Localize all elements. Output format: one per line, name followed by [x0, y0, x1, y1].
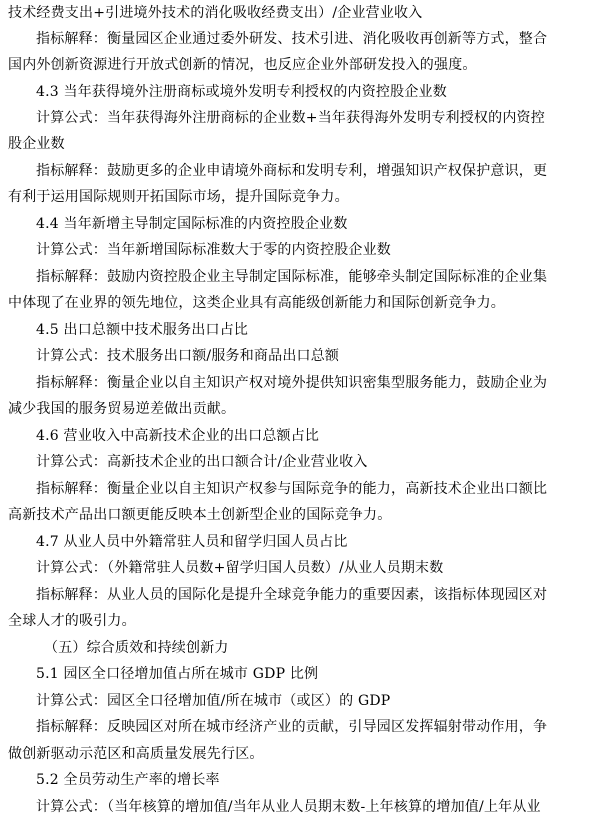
section-heading-4-7: 4.7 从业人员中外籍常驻人员和留学归国人员占比 — [36, 534, 348, 550]
section-heading-4-6: 4.6 营业收入中高新技术企业的出口总额占比 — [36, 428, 320, 444]
text-line-16: 减少我国的服务贸易逆差做出贡献。 — [8, 401, 236, 417]
text-line-15: 指标解释：衡量企业以自主知识产权对境外提供知识密集型服务能力，鼓励企业为 — [36, 375, 548, 391]
text-line-8: 有利于运用国际规则开拓国际市场，提升国际竞争力。 — [8, 189, 349, 205]
text-line-5: 计算公式：当年获得海外注册商标的企业数+当年获得海外发明专利授权的内资控 — [36, 110, 545, 126]
section-heading-5-2: 5.2 全员劳动生产率的增长率 — [36, 772, 220, 788]
text-line-3: 国内外创新资源进行开放式创新的情况，也反应企业外部研发投入的强度。 — [8, 57, 477, 73]
text-line-18: 计算公式：高新技术企业的出口额合计/企业营业收入 — [36, 454, 368, 470]
text-line-10: 计算公式：当年新增国际标准数大于零的内资控股企业数 — [36, 242, 391, 258]
text-line-14: 计算公式：技术服务出口额/服务和商品出口总额 — [36, 348, 340, 364]
section-heading-4-3: 4.3 当年获得境外注册商标或境外发明专利授权的内资控股企业数 — [36, 84, 447, 100]
text-line-6: 股企业数 — [8, 136, 65, 152]
text-line-31: 计算公式：（当年核算的增加值/当年从业人员期末数-上年核算的增加值/上年从业 — [36, 799, 541, 815]
section-heading-5-1: 5.1 园区全口径增加值占所在城市 GDP 比例 — [36, 666, 319, 682]
text-line-20: 高新技术产品出口额更能反映本土创新型企业的国际竞争力。 — [8, 507, 392, 523]
text-line-7: 指标解释：鼓励更多的企业申请境外商标和发明专利，增强知识产权保护意识，更 — [36, 163, 548, 179]
text-line-29: 做创新驱动示范区和高质量发展先行区。 — [8, 746, 264, 762]
text-line-24: 全球人才的吸引力。 — [8, 613, 136, 629]
text-line-27: 计算公式：园区全口径增加值/所在城市（或区）的 GDP — [36, 693, 391, 709]
text-line-11: 指标解释：鼓励内资控股企业主导制定国际标准，能够牵头制定国际标准的企业集 — [36, 269, 548, 285]
text-line-22: 计算公式：（外籍常驻人员数+留学归国人员数）/从业人员期末数 — [36, 560, 444, 576]
section-heading-4-4: 4.4 当年新增主导制定国际标准的内资控股企业数 — [36, 216, 348, 232]
text-line-2: 指标解释：衡量园区企业通过委外研发、技术引进、消化吸收再创新等方式，整合 — [36, 31, 548, 47]
text-line-1: 技术经费支出+引进境外技术的消化吸收经费支出）/企业营业收入 — [8, 5, 423, 21]
section-heading-5: （五）综合质效和持续创新力 — [44, 640, 229, 656]
text-line-23: 指标解释：从业人员的国际化是提升全球竞争能力的重要因素，该指标体现园区对 — [36, 587, 548, 603]
section-heading-4-5: 4.5 出口总额中技术服务出口占比 — [36, 322, 249, 338]
text-line-28: 指标解释：反映园区对所在城市经济产业的贡献，引导园区发挥辐射带动作用，争 — [36, 719, 548, 735]
text-line-12: 中体现了在业界的领先地位，这类企业具有高能级创新能力和国际创新竞争力。 — [8, 295, 505, 311]
text-line-19: 指标解释：衡量企业以自主知识产权参与国际竞争的能力，高新技术企业出口额比 — [36, 481, 548, 497]
